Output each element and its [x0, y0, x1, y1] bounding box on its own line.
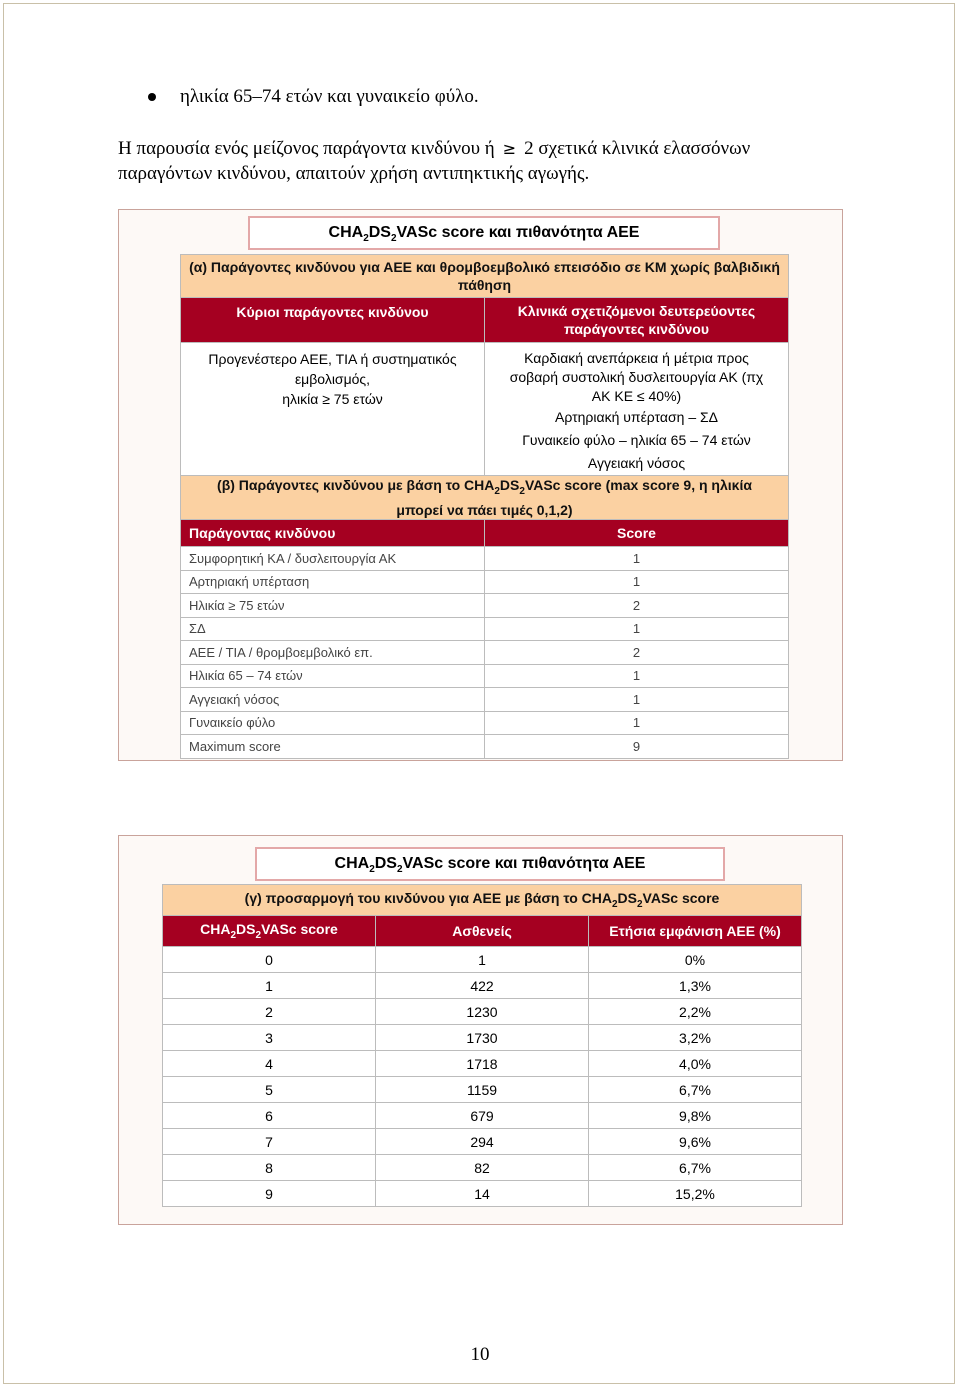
rate-cell: 2,2% — [589, 999, 802, 1025]
major-factors-cell — [181, 343, 485, 476]
score-cell: 4 — [163, 1051, 376, 1077]
figure-1 — [118, 209, 843, 761]
score-cell: 2 — [485, 594, 789, 618]
figure-2-title: $CHA_2DS_2VASc$ score και πιθανότητα ΑΕΕ — [255, 847, 725, 881]
rate-cell: 15,2% — [589, 1181, 802, 1207]
rate-cell: 1,3% — [589, 973, 802, 999]
score-cell: 9 — [485, 735, 789, 759]
score-cell: 1 — [485, 688, 789, 712]
rate-cell: 4,0% — [589, 1051, 802, 1077]
bullet-dot — [148, 93, 156, 101]
minor-line-3: ΑΚ ΚΕ ≤ 40%) — [591, 388, 682, 404]
score-cell: 1 — [163, 973, 376, 999]
table-row — [181, 547, 789, 571]
factor-cell: Ηλικία ≥ 75 ετών — [181, 594, 485, 618]
figure-1-title: $CHA_2DS_2VASc$ score και πιθανότητα ΑΕΕ — [248, 216, 720, 250]
patients-cell: 1730 — [376, 1025, 589, 1051]
major-line-1: Προγενέστερο ΑΕΕ, ΤΙΑ ή συστηματικός — [208, 351, 457, 367]
score-column-header: Score — [485, 520, 789, 547]
patients-cell: 1230 — [376, 999, 589, 1025]
table-row — [163, 973, 802, 999]
minor-line-1: Καρδιακή ανεπάρκεια ή μέτρια προς — [524, 350, 749, 366]
rate-cell: 9,6% — [589, 1129, 802, 1155]
factor-cell: Συμφορητική ΚΑ / δυσλειτουργία ΑΚ — [181, 547, 485, 571]
rate-cell: 0% — [589, 947, 802, 973]
patients-cell: 1718 — [376, 1051, 589, 1077]
major-line-2: εμβολισμός, — [294, 371, 371, 387]
factor-column-header: Παράγοντας κινδύνου — [181, 520, 485, 547]
minor-line-2: σοβαρή συστολική δυσλειτουργία ΑΚ (πχ — [509, 369, 764, 385]
table-row — [163, 1181, 802, 1207]
table-row — [181, 711, 789, 735]
patients-cell: 1159 — [376, 1077, 589, 1103]
patients-cell: 294 — [376, 1129, 589, 1155]
table-row — [163, 947, 802, 973]
factor-cell: Ηλικία 65 – 74 ετών — [181, 664, 485, 688]
section-a-header: (α) Παράγοντες κινδύνου για ΑΕΕ και θρομβοεμβολικό επεισόδιο σε ΚΜ χωρίς βαλβιδική πάθηση — [181, 255, 789, 298]
paragraph-part1: Η παρουσία ενός μείζονος παράγοντα κινδύνου ή — [118, 138, 495, 159]
rate-cell: 6,7% — [589, 1155, 802, 1181]
score-cell: 1 — [485, 617, 789, 641]
major-factors-header: Κύριοι παράγοντες κινδύνου — [181, 298, 485, 343]
score-column-header: $CHA_2DS_2VASc$ score — [163, 916, 376, 947]
section-b-header: (β) Παράγοντες κινδύνου με βάση το $CHA_2DS_2VASc$ score (max score 9, η ηλικία μπορεί να πάει τιμές 0,1,2) — [181, 476, 789, 520]
factor-cell: ΣΔ — [181, 617, 485, 641]
table-row — [163, 1025, 802, 1051]
table-row — [163, 1077, 802, 1103]
paragraph-part2: 2 σχετικά κλινικά ελασσόνων παραγόντων κινδύνου, απαιτούν χρήση αντιπηκτικής αγωγής. — [118, 138, 751, 184]
factor-cell: Γυναικείο φύλο — [181, 711, 485, 735]
score-cell: 0 — [163, 947, 376, 973]
score-cell: 3 — [163, 1025, 376, 1051]
factor-cell: Αγγειακή νόσος — [181, 688, 485, 712]
bullet-text: ηλικία 65–74 ετών και γυναικείο φύλο. — [180, 86, 479, 107]
table-row — [163, 1129, 802, 1155]
score-cell: 7 — [163, 1129, 376, 1155]
score-cell: 9 — [163, 1181, 376, 1207]
risk-adjustment-table — [162, 884, 802, 1207]
factor-cell: Maximum score — [181, 735, 485, 759]
score-cell: 2 — [485, 641, 789, 665]
table-row — [181, 735, 789, 759]
table-row — [163, 1103, 802, 1129]
rate-column-header: Ετήσια εμφάνιση ΑΕΕ (%) — [589, 916, 802, 947]
table-row — [163, 1051, 802, 1077]
patients-cell: 422 — [376, 973, 589, 999]
figure-2 — [118, 835, 843, 1225]
minor-factors-cell — [485, 343, 789, 476]
table-row — [163, 1155, 802, 1181]
table-row — [181, 688, 789, 712]
score-cell: 5 — [163, 1077, 376, 1103]
table-row — [181, 617, 789, 641]
minor-line-6: Αγγειακή νόσος — [587, 455, 686, 471]
patients-cell: 82 — [376, 1155, 589, 1181]
patients-cell: 679 — [376, 1103, 589, 1129]
table-row — [181, 641, 789, 665]
score-cell: 1 — [485, 570, 789, 594]
patients-cell: 1 — [376, 947, 589, 973]
score-cell: 1 — [485, 711, 789, 735]
table-row — [163, 999, 802, 1025]
geq-symbol: ≥ — [502, 139, 517, 158]
score-cell: 8 — [163, 1155, 376, 1181]
patients-cell: 14 — [376, 1181, 589, 1207]
major-line-3: ηλικία ≥ 75 ετών — [282, 391, 383, 407]
minor-line-4: Αρτηριακή υπέρταση – ΣΔ — [554, 409, 718, 425]
rate-cell: 9,8% — [589, 1103, 802, 1129]
section-c-header: (γ) προσαρμογή του κινδύνου για ΑΕΕ με βάση το $CHA_2DS_2VASc$ score — [163, 885, 802, 916]
score-cell: 6 — [163, 1103, 376, 1129]
factor-cell: Αρτηριακή υπέρταση — [181, 570, 485, 594]
score-cell: 1 — [485, 547, 789, 571]
table-row — [181, 570, 789, 594]
table-row — [181, 664, 789, 688]
risk-factors-table — [180, 254, 789, 759]
minor-line-5: Γυναικείο φύλο – ηλικία 65 – 74 ετών — [522, 432, 751, 448]
factor-cell: ΑΕΕ / ΤΙΑ / θρομβοεμβολικό επ. — [181, 641, 485, 665]
body-paragraph — [118, 136, 838, 186]
rate-cell: 6,7% — [589, 1077, 802, 1103]
minor-factors-header: Κλινικά σχετιζόμενοι δευτερεύοντες παράγοντες κινδύνου — [485, 298, 789, 343]
rate-cell: 3,2% — [589, 1025, 802, 1051]
patients-column-header: Ασθενείς — [376, 916, 589, 947]
table-row — [181, 594, 789, 618]
score-cell: 2 — [163, 999, 376, 1025]
page-number: 10 — [470, 1344, 490, 1365]
score-cell: 1 — [485, 664, 789, 688]
